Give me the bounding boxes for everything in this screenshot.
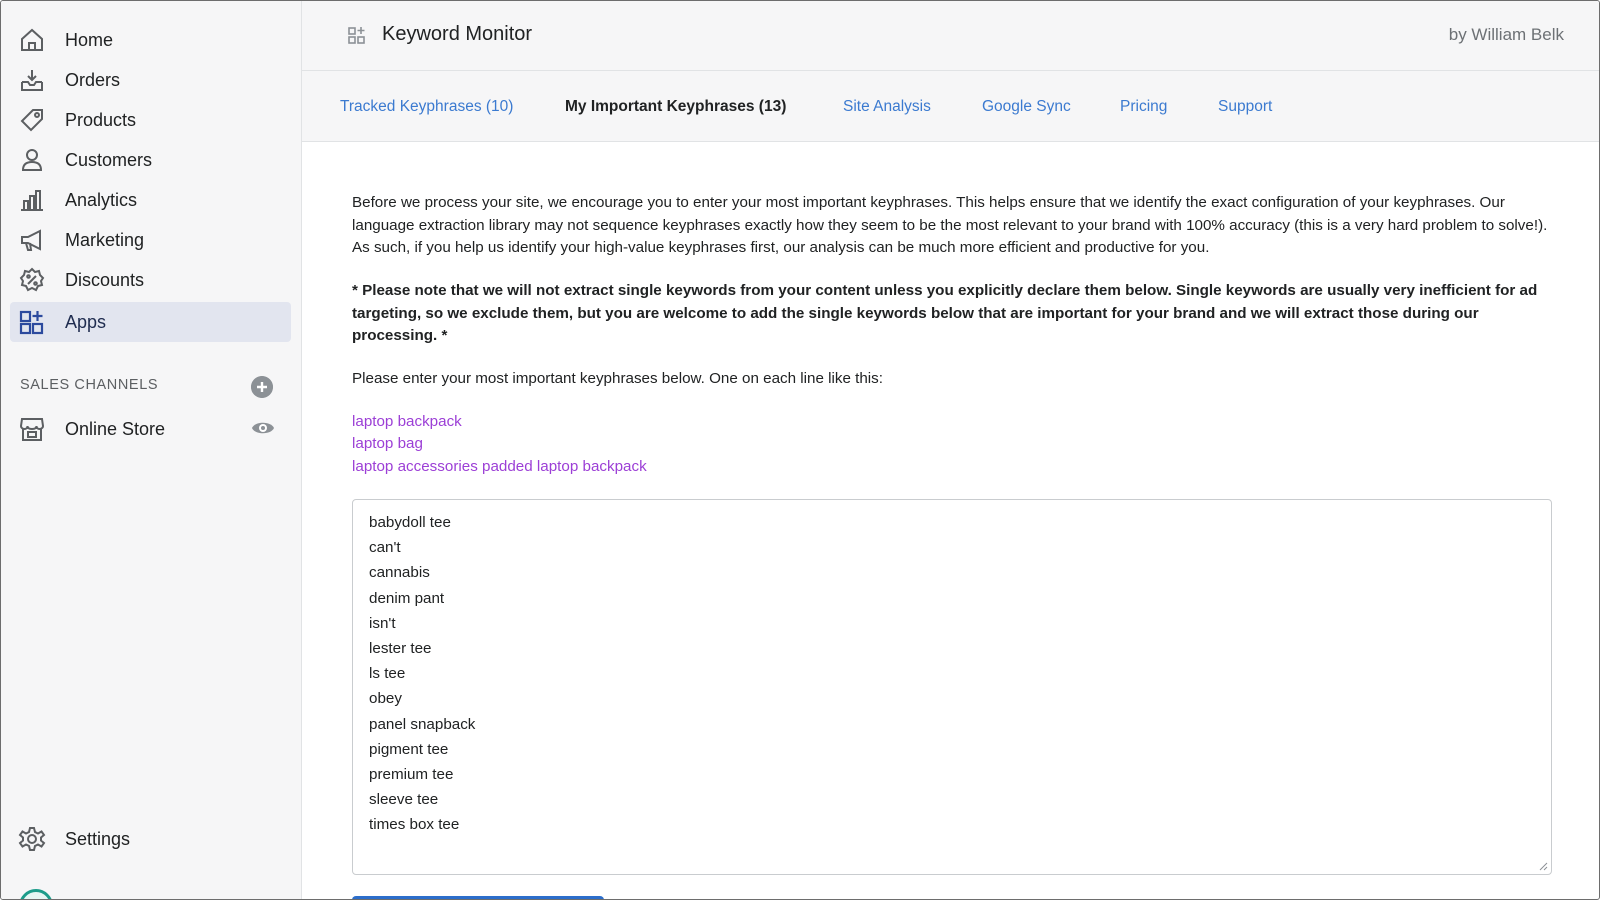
sidebar-item-label: Settings xyxy=(65,828,131,849)
add-sales-channel-icon[interactable] xyxy=(251,376,273,398)
avatar[interactable] xyxy=(19,889,53,900)
app-grid-icon xyxy=(348,26,366,44)
sidebar-item-label: Apps xyxy=(65,311,107,332)
sidebar-item-settings[interactable] xyxy=(10,819,291,859)
tab-pricing[interactable]: Pricing xyxy=(1120,98,1168,115)
keyphrase-line: pigment tee xyxy=(369,740,449,758)
example-keyphrase: laptop bag xyxy=(352,435,423,452)
keyphrase-line: cannabis xyxy=(369,564,430,582)
keyphrase-line: can't xyxy=(369,539,401,557)
person-icon xyxy=(18,146,46,174)
sidebar-item-orders[interactable] xyxy=(10,60,291,100)
sidebar-item-discounts[interactable] xyxy=(10,260,291,300)
home-icon xyxy=(18,26,46,54)
sidebar-item-customers[interactable] xyxy=(10,140,291,180)
bar-chart-icon xyxy=(18,186,46,214)
tag-icon xyxy=(18,106,46,134)
sidebar-item-label: Products xyxy=(65,109,137,130)
sidebar xyxy=(1,1,302,899)
example-keyphrase: laptop backpack xyxy=(352,413,462,430)
keyphrase-line: ls tee xyxy=(369,665,406,683)
tab-my-important-keyphrases[interactable]: My Important Keyphrases (13) xyxy=(565,98,787,115)
tab-support[interactable]: Support xyxy=(1218,98,1273,115)
sidebar-item-label: Marketing xyxy=(65,229,145,250)
sidebar-item-marketing[interactable] xyxy=(10,220,291,260)
store-icon xyxy=(18,415,46,443)
save-keyphrases-button[interactable] xyxy=(352,896,604,900)
sidebar-item-label: Home xyxy=(65,29,114,50)
resize-handle-icon[interactable] xyxy=(1538,861,1548,871)
orders-icon xyxy=(18,66,46,94)
instruction-text: Please enter your most important keyphrases below. One on each line like this: xyxy=(352,370,883,387)
sidebar-item-label: Customers xyxy=(65,149,153,170)
sidebar-item-analytics[interactable] xyxy=(10,180,291,220)
megaphone-icon xyxy=(18,226,46,254)
keyphrase-line: panel snapback xyxy=(369,715,476,733)
keyphrase-line: times box tee xyxy=(369,816,460,834)
eye-icon[interactable] xyxy=(251,417,275,439)
sidebar-item-label: Discounts xyxy=(65,269,145,290)
single-keyword-note: * Please note that we will not extract single keywords from your content unless you explicitly declare them below. Single keywords are usually very inefficient for ad targeting, so we exclude them, but you are welcome to add the single keywords below that are important for your brand and we will extract those during our processing. * xyxy=(352,282,1538,344)
keyphrases-textarea[interactable] xyxy=(352,499,1552,875)
app-header xyxy=(302,1,1600,71)
keyphrase-line: lester tee xyxy=(369,640,432,658)
keyphrase-line: sleeve tee xyxy=(369,791,439,809)
tab-tracked-keyphrases[interactable]: Tracked Keyphrases (10) xyxy=(340,98,514,115)
sidebar-item-label: Online Store xyxy=(65,418,166,439)
tab-google-sync[interactable]: Google Sync xyxy=(982,98,1071,115)
gear-icon xyxy=(18,825,46,853)
discount-icon xyxy=(18,266,46,294)
apps-icon xyxy=(18,308,46,336)
app-author-byline: by William Belk xyxy=(1448,25,1564,44)
keyphrase-line: denim pant xyxy=(369,589,445,607)
sidebar-item-label: Orders xyxy=(65,69,121,90)
intro-paragraph: Before we process your site, we encourage you to enter your most important keyphrases. This helps ensure that we identify the exact configuration of your keyphrases. Our language extraction library may not sequence keyphrases exactly how they seem to be the most relevant to your brand with 100% accuracy (this is a very hard problem to solve!). As such, if you help us identify your high-value keyphrases first, our analysis can be much more efficient and productive for you. xyxy=(352,194,1548,256)
sidebar-item-online-store[interactable] xyxy=(10,409,291,449)
example-keyphrase: laptop accessories padded laptop backpack xyxy=(352,458,647,475)
sales-channels-heading: SALES CHANNELS xyxy=(20,377,159,393)
keyphrase-line: obey xyxy=(369,690,402,708)
page-title: Keyword Monitor xyxy=(382,23,533,45)
keyphrase-line: babydoll tee xyxy=(369,514,451,531)
sidebar-item-label: Analytics xyxy=(65,189,138,210)
tab-bar xyxy=(302,71,1600,142)
tab-site-analysis[interactable]: Site Analysis xyxy=(843,98,931,115)
sidebar-item-apps[interactable] xyxy=(10,302,291,342)
sidebar-item-home[interactable] xyxy=(10,20,291,60)
keyphrase-line: premium tee xyxy=(369,766,454,784)
keyphrase-line: isn't xyxy=(369,614,396,632)
sidebar-item-products[interactable] xyxy=(10,100,291,140)
